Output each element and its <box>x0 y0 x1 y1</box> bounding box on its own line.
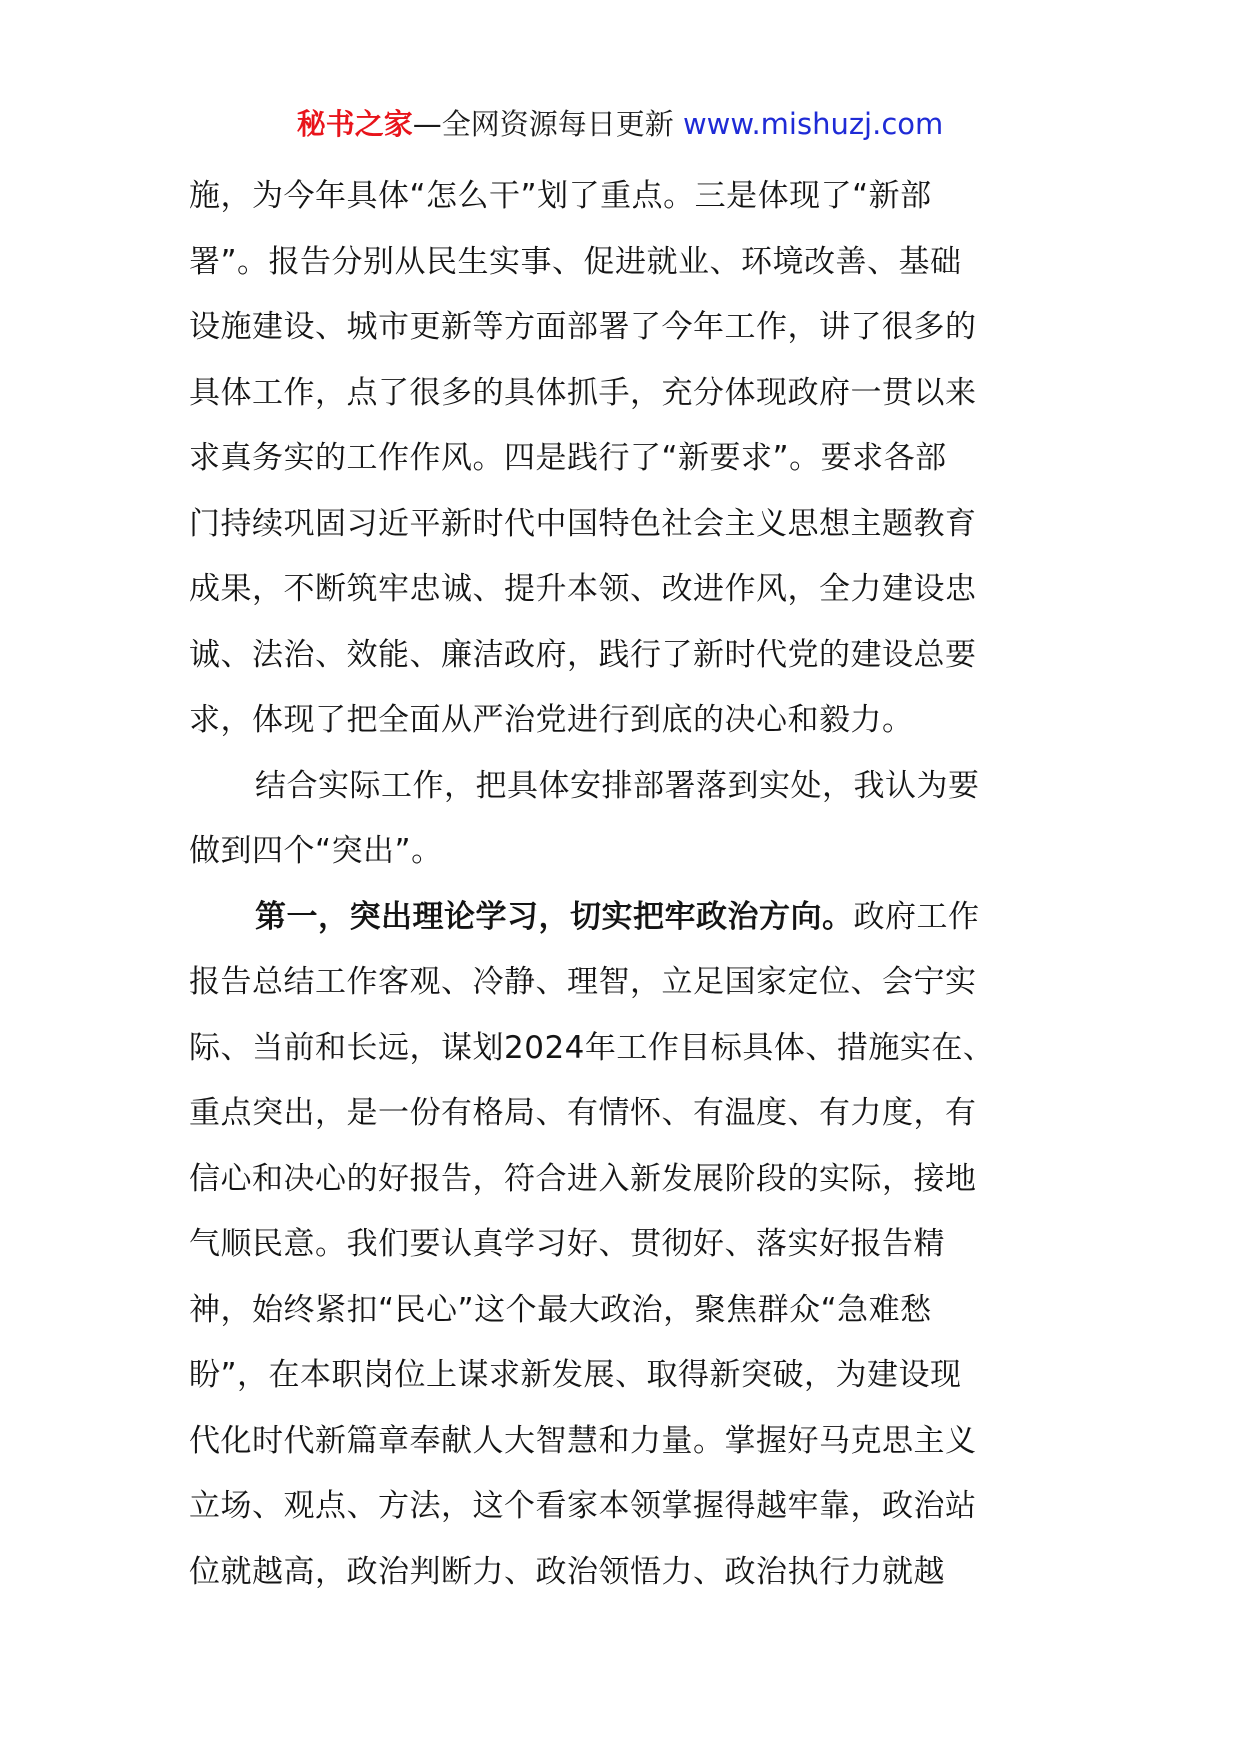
document-body <box>189 164 1053 1605</box>
text-line: 盼”，在本职岗位上谋求新发展、取得新突破，为建设现 <box>189 1357 962 1393</box>
text-line: 做到四个“突出”。 <box>189 833 443 869</box>
text-line: 成果，不断筑牢忠诚、提升本领、改进作风，全力建设忠 <box>189 571 977 607</box>
text-line: 具体工作，点了很多的具体抓手，充分体现政府一贯以来 <box>189 374 977 411</box>
site-header <box>0 104 1240 144</box>
text-line: 信心和决心的好报告，符合进入新发展阶段的实际，接地 <box>189 1160 977 1197</box>
section-lead-continuation: 政府工作 <box>853 898 980 935</box>
text-line: 求，体现了把全面从严治党进行到底的决心和毅力。 <box>189 702 914 738</box>
site-url-link[interactable]: www.mishuzj.com <box>682 107 944 141</box>
section-lead: 第一，突出理论学习，切实把牢政治方向。 <box>255 898 854 935</box>
text-line: 门持续巩固习近平新时代中国特色社会主义思想主题教育 <box>189 505 977 542</box>
section-heading-line <box>189 885 1053 951</box>
text-line: 重点突出，是一份有格局、有情怀、有温度、有力度，有 <box>189 1095 977 1131</box>
text-line: 位就越高，政治判断力、政治领悟力、政治执行力就越 <box>189 1553 945 1590</box>
text-line: 署”。报告分别从民生实事、促进就业、环境改善、基础 <box>189 243 962 280</box>
text-line: 气顺民意。我们要认真学习好、贯彻好、落实好报告精 <box>189 1226 945 1262</box>
text-line: 际、当前和长远，谋划2024年工作目标具体、措施实在、 <box>189 1029 995 1066</box>
brand-name: 秘书之家 <box>296 107 413 141</box>
text-line: 立场、观点、方法，这个看家本领掌握得越牢靠，政治站 <box>189 1488 977 1524</box>
text-line: 求真务实的工作作风。四是践行了“新要求”。要求各部 <box>189 440 947 476</box>
text-line: 报告总结工作客观、冷静、理智，立足国家定位、会宁实 <box>189 964 977 1000</box>
text-line: 代化时代新篇章奉献人大智慧和力量。掌握好马克思主义 <box>189 1422 977 1459</box>
header-tagline: —全网资源每日更新 <box>412 107 674 141</box>
text-line: 设施建设、城市更新等方面部署了今年工作，讲了很多的 <box>189 309 977 345</box>
text-line: 施，为今年具体“怎么干”划了重点。三是体现了“新部 <box>189 178 932 214</box>
text-line: 诚、法治、效能、廉洁政府，践行了新时代党的建设总要 <box>189 636 977 673</box>
text-line: 神，始终紧扣“民心”这个最大政治，聚焦群众“急难愁 <box>189 1291 932 1328</box>
paragraph-start-line: 结合实际工作，把具体安排部署落到实处，我认为要 <box>255 767 980 804</box>
